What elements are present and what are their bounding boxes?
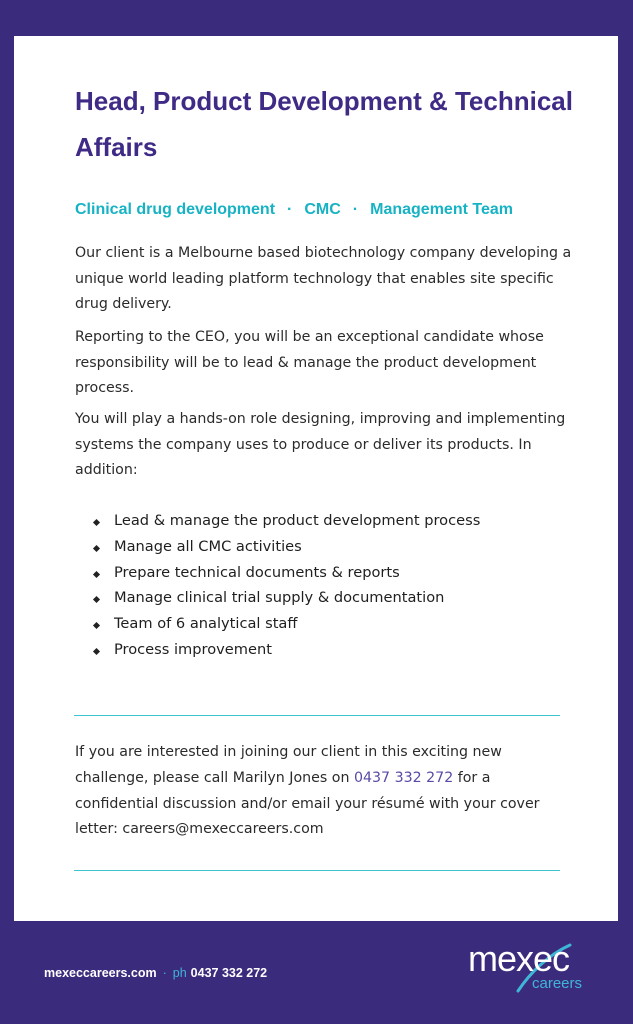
tag-separator: ·: [352, 201, 359, 218]
bullet-diamond-icon: [93, 622, 100, 629]
bullet-diamond-icon: [93, 648, 100, 655]
list-item-text: Manage all CMC activities: [114, 537, 302, 555]
mexec-logo: [468, 939, 596, 999]
footer-website-link[interactable]: mexeccareers.com: [44, 966, 157, 980]
logo-subtext: careers: [532, 975, 583, 992]
job-title: Head, Product Development & Technical Affairs: [75, 86, 573, 162]
tag-cmc: CMC: [304, 201, 341, 218]
bullet-diamond-icon: [93, 596, 100, 603]
list-item: [90, 534, 480, 560]
list-item-text: Process improvement: [114, 640, 272, 658]
list-item-text: Lead & manage the product development process: [114, 512, 481, 529]
contact-text-after: for a confidential discussion and/or email your résumé with your cover letter: careers@mexeccareers.com: [75, 769, 540, 838]
bullet-diamond-icon: [93, 519, 100, 526]
list-item-text: Prepare technical documents & reports: [114, 563, 400, 581]
responsibilities-list: [90, 508, 480, 663]
footer-phone-label: ph: [172, 966, 187, 980]
list-item-text: Team of 6 analytical staff: [114, 615, 298, 633]
list-item-text: Manage clinical trial supply & documentation: [114, 589, 445, 607]
job-ad-card: [14, 36, 618, 921]
contact-phone-link[interactable]: 0437 332 272: [353, 769, 454, 786]
divider-bottom: [74, 870, 560, 871]
tag-separator: ·: [287, 201, 293, 218]
logo-wordmark: mexec: [468, 938, 570, 979]
list-item: [90, 508, 480, 534]
intro-paragraph: Our client is a Melbourne based biotechnology company developing a unique world leading platform technology that enables site specific drug delivery.: [75, 245, 572, 312]
list-item: [90, 637, 480, 663]
footer-separator: ·: [162, 966, 167, 980]
divider-top: [74, 715, 560, 716]
role-paragraph: You will play a hands-on role designing, improving and implementing systems the company uses to produce or deliver its products. In addition:: [75, 411, 566, 478]
list-item: [90, 611, 480, 637]
footer-bar: [0, 921, 633, 1024]
job-tags: [75, 199, 595, 221]
bullet-diamond-icon: [93, 571, 100, 578]
footer-contact: [44, 966, 267, 980]
tag-management: Management Team: [370, 201, 513, 218]
contact-paragraph: [75, 740, 555, 843]
list-item: [90, 560, 480, 586]
footer-phone[interactable]: 0437 332 272: [190, 966, 268, 980]
bullet-diamond-icon: [93, 545, 100, 552]
tag-clinical: Clinical drug development: [75, 201, 276, 218]
reporting-paragraph: Reporting to the CEO, you will be an exceptional candidate whose responsibility will be to lead & manage the product development process.: [75, 329, 544, 396]
list-item: [90, 585, 480, 611]
contact-text-before: If you are interested in joining our client in this exciting new challenge, please call Marilyn Jones on: [75, 744, 502, 786]
